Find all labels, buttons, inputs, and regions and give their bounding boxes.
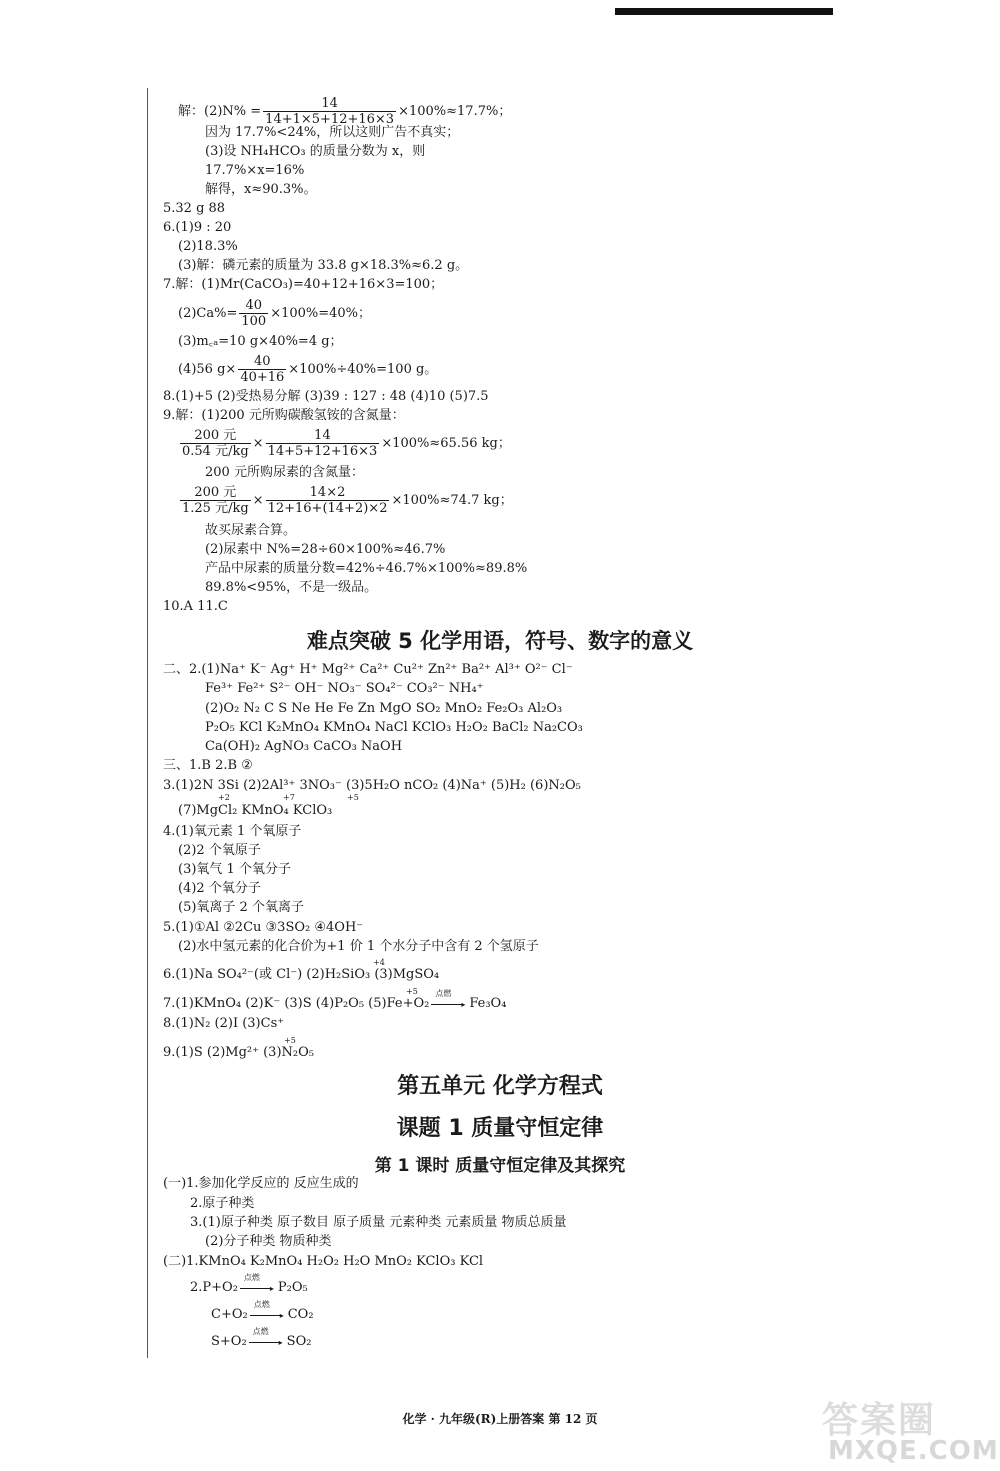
equation-line: C+O₂ 点燃 ▸ CO₂ xyxy=(211,1299,314,1322)
equation-line: 2.P+O₂ 点燃 ▸ P₂O₅ xyxy=(190,1272,308,1295)
answer-line: P₂O₅ KCl K₂MnO₄ KMnO₄ NaCl KClO₃ H₂O₂ BaCl₂ Na₂CO₃ xyxy=(205,720,583,735)
answer-line: 8.(1)N₂ (2)I (3)Cs⁺ xyxy=(163,1016,285,1031)
fraction: $\frac{\text{200 元}}{\text{0.54 元/kg}}$ xyxy=(182,428,249,459)
answer-line: (2)尿素中 N%=28÷60×100%≈46.7% xyxy=(205,542,446,557)
fraction: $\frac{40}{40+16}$ xyxy=(240,354,285,385)
answer-line: (2)Ca%= $\frac{40}{100}$ ×100%=40%； xyxy=(178,298,372,329)
answer-line: 200 元所购尿素的含氮量： xyxy=(205,465,364,480)
oxidation-mark: +2 xyxy=(218,793,230,802)
fraction: $\frac{14}{14+5+12+16\times 3}$ xyxy=(267,428,378,459)
answer-line: (3)解：磷元素的质量为 33.8 g×18.3%≈6.2 g。 xyxy=(178,258,469,273)
answer-line: 7.解：(1)Mr(CaCO₃)=40+12+16×3=100； xyxy=(163,277,444,292)
section-title: 难点突破 5 化学用语，符号、数字的意义 xyxy=(306,629,694,653)
answer-line: Fe³⁺ Fe²⁺ S²⁻ OH⁻ NO₃⁻ SO₄²⁻ CO₃²⁻ NH₄⁺ xyxy=(205,681,484,696)
answer-line: 三、1.B 2.B ② xyxy=(163,758,253,773)
answer-line: (一)1.参加化学反应的 反应生成的 xyxy=(163,1176,359,1191)
lesson-title: 课题 1 质量守恒定律 xyxy=(396,1116,604,1141)
answer-line: 89.8%<95%，不是一级品。 xyxy=(205,580,378,595)
answer-line: 解：(2)N% = $\frac{14}{14+1\times 5+12+16\times 3}$ ×100%≈17.7%； xyxy=(178,96,512,127)
fraction: $\frac{40}{100}$ xyxy=(241,298,267,329)
answer-line: (2)18.3% xyxy=(178,239,238,254)
answer-line: (5)氧离子 2 个氧离子 xyxy=(178,900,304,915)
reaction-arrow: 点燃 ▸ xyxy=(250,1310,286,1320)
answer-line: 故买尿素合算。 xyxy=(205,523,297,538)
answer-line: 2.原子种类 xyxy=(190,1196,255,1211)
watermark-logo: 答案圈 xyxy=(822,1400,937,1441)
answer-line: $\frac{\text{200 元}}{\text{0.54 元/kg}}$ × $\frac{14}{14+5+12+16\times 3}$ ×100%≈65.56 kg； xyxy=(182,428,511,459)
answer-line: 4.(1)氧元素 1 个氧原子 xyxy=(163,824,302,839)
unit-title: 第五单元 化学方程式 xyxy=(397,1074,603,1099)
answer-line: (3)设 NH₄HCO₃ 的质量分数为 x，则 xyxy=(205,144,426,159)
reaction-arrow: 点燃 ▸ xyxy=(431,999,467,1009)
oxidation-mark: +5 xyxy=(347,793,359,802)
answer-line: 解得，x≈90.3%。 xyxy=(205,182,317,197)
answer-line: 3.(1)原子种类 原子数目 原子质量 元素种类 元素质量 物质总质量 xyxy=(190,1215,567,1230)
reaction-arrow: 点燃 ▸ xyxy=(240,1283,276,1293)
answer-line: (2)分子种类 物质种类 xyxy=(205,1234,332,1249)
answer-line: 5.32 g 88 xyxy=(163,201,226,216)
reaction-arrow: 点燃 ▸ xyxy=(249,1337,285,1347)
answer-line: (2)2 个氧原子 xyxy=(178,843,261,858)
answer-line: 17.7%×x=16% xyxy=(205,163,305,178)
answer-line: 二、2.(1)Na⁺ K⁻ Ag⁺ H⁺ Mg²⁺ Ca²⁺ Cu²⁺ Zn²⁺ Ba²⁺ Al³⁺ O²⁻ Cl⁻ xyxy=(163,662,573,677)
fraction: $\frac{14}{14+1\times 5+12+16\times 3}$ xyxy=(265,96,395,127)
oxidation-mark: +5 xyxy=(406,987,418,996)
oxidation-mark: +5 xyxy=(284,1036,296,1045)
oxidation-mark: +4 xyxy=(373,958,385,967)
answer-line: 8.(1)+5 (2)受热易分解 (3)39 : 127 : 48 (4)10 (5)7.5 xyxy=(163,389,489,404)
answer-line: Ca(OH)₂ AgNO₃ CaCO₃ NaOH xyxy=(205,739,403,754)
answer-line: 3.(1)2N 3Si (2)2Al³⁺ 3NO₃⁻ (3)5H₂O nCO₂ (4)Na⁺ (5)H₂ (6)N₂O₅ xyxy=(163,778,581,793)
fraction: $\frac{14\times 2}{12+16+(14+2)\times 2}$ xyxy=(267,485,388,516)
answer-line: (7)MgCl₂ KMnO₄ KClO₃ xyxy=(178,803,333,818)
answer-line: 6.(1)Na SO₄²⁻(或 Cl⁻) (2)H₂SiO₃ (3)MgSO₄ xyxy=(163,967,440,982)
answer-line: (二)1.KMnO₄ K₂MnO₄ H₂O₂ H₂O MnO₂ KClO₃ KCl xyxy=(163,1254,484,1269)
answer-line: 6.(1)9 : 20 xyxy=(163,220,232,235)
fraction: $\frac{\text{200 元}}{\text{1.25 元/kg}}$ xyxy=(182,485,249,516)
answer-line: 9.(1)S (2)Mg²⁺ (3)N₂O₅ xyxy=(163,1045,314,1060)
answer-line: (4)56 g× $\frac{40}{40+16}$ ×100%÷40%=100 g。 xyxy=(178,354,438,385)
equation-line: S+O₂ 点燃 ▸ SO₂ xyxy=(211,1326,312,1349)
answer-line: 产品中尿素的质量分数=42%÷46.7%×100%≈89.8% xyxy=(205,561,528,576)
period-title: 第 1 课时 质量守恒定律及其探究 xyxy=(374,1156,626,1176)
answer-line: 因为 17.7%<24%，所以这则广告不真实； xyxy=(205,125,460,140)
page-footer: 化学 · 九年级(R)上册答案 第 12 页 xyxy=(402,1412,598,1426)
answer-line: (2)水中氢元素的化合价为+1 价 1 个水分子中含有 2 个氢原子 xyxy=(178,939,539,954)
watermark-url: MXQE.COM xyxy=(828,1436,999,1466)
oxidation-mark: +7 xyxy=(283,793,295,802)
answer-line: 5.(1)①Al ②2Cu ③3SO₂ ④4OH⁻ xyxy=(163,920,364,935)
answer-line: 7.(1)KMnO₄ (2)K⁻ (3)S (4)P₂O₅ (5)Fe+O₂ 点燃 ▸ Fe₃O₄ xyxy=(163,988,507,1011)
answer-line: 10.A 11.C xyxy=(163,599,228,614)
answer-line: 9.解：(1)200 元所购碳酸氢铵的含氮量： xyxy=(163,408,405,423)
answer-line: (3)氧气 1 个氧分子 xyxy=(178,862,291,877)
top-edge-bar xyxy=(615,8,833,15)
answer-line: (3)m꜀ₐ=10 g×40%=4 g； xyxy=(178,334,343,349)
answer-line: $\frac{\text{200 元}}{\text{1.25 元/kg}}$ × $\frac{14\times 2}{12+16+(14+2)\times 2}$ ×100%≈74.7 kg； xyxy=(182,485,513,516)
answer-line: (4)2 个氧分子 xyxy=(178,881,261,896)
answer-line: (2)O₂ N₂ C S Ne He Fe Zn MgO SO₂ MnO₂ Fe₂O₃ Al₂O₃ xyxy=(205,701,563,716)
